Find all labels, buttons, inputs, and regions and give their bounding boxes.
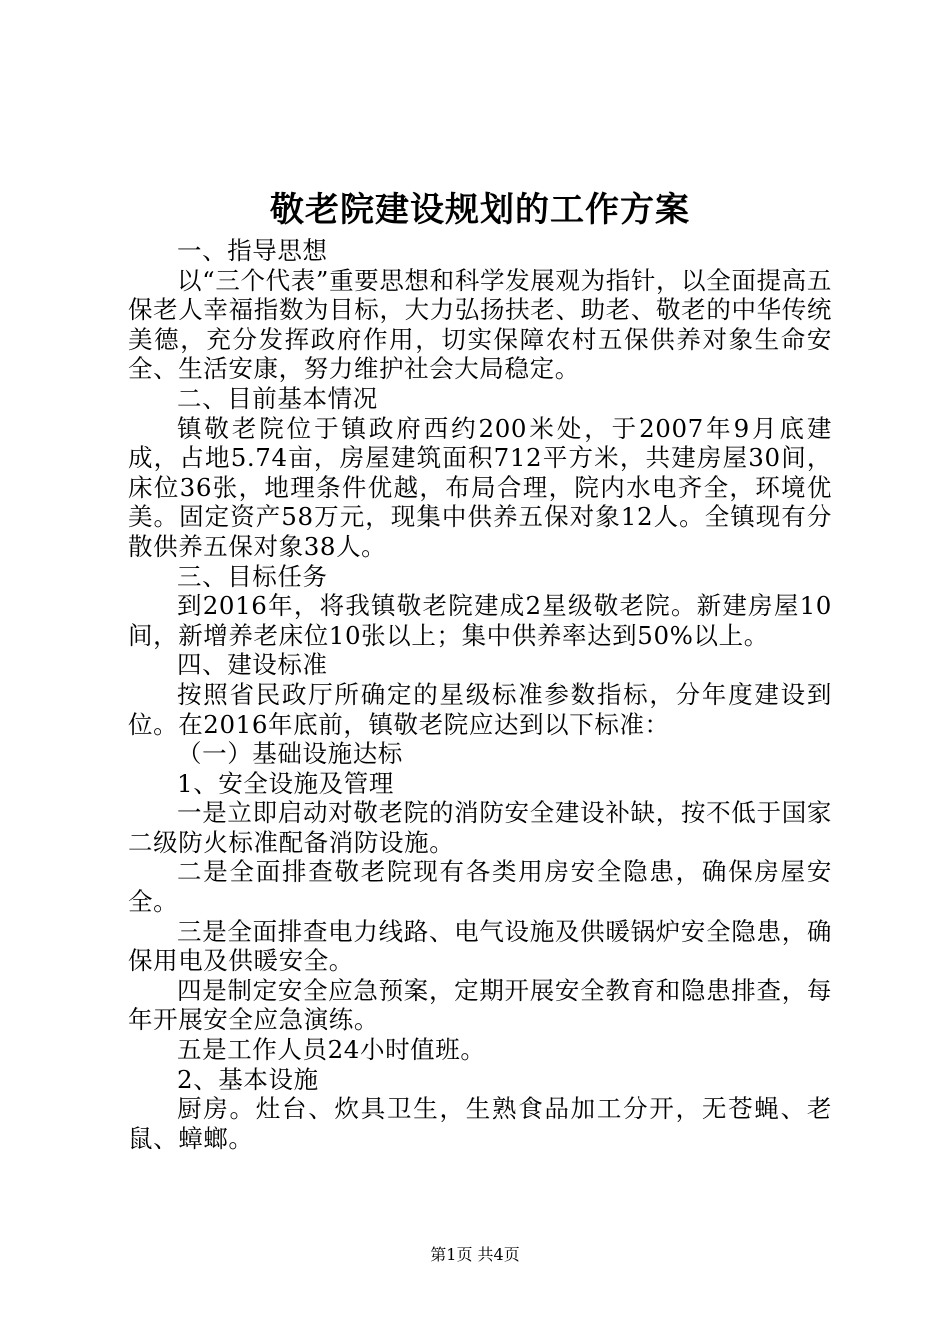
paragraph-standards: 按照省民政厅所确定的星级标准参数指标，分年度建设到位。在2016年底前，镇敬老院应达到以下标准： [128, 679, 832, 739]
paragraph-guiding-ideology: 以“三个代表”重要思想和科学发展观为指针，以全面提高五保老人幸福指数为目标，大力弘扬扶老、助老、敬老的中华传统美德，充分发挥政府作用，切实保障农村五保供养对象生命安全、生活安康，努力维护社会大局稳定。 [128, 265, 832, 384]
paragraph-safety-2: 二是全面排查敬老院现有各类用房安全隐患，确保房屋安全。 [128, 857, 832, 917]
heading-guiding-ideology: 一、指导思想 [177, 236, 328, 265]
document-page [128, 0, 832, 1344]
paragraph-current-situation: 镇敬老院位于镇政府西约200米处，于2007年9月底建成，占地5.74亩，房屋建筑面积712平方米，共建房屋30间，床位36张，地理条件优越，布局合理，院内水电齐全，环境优美。固定资产58万元，现集中供养五保对象12人。全镇现有分散供养五保对象38人。 [128, 413, 832, 561]
page-footer: 第1页 共4页 [430, 1245, 520, 1264]
subheading-basic-facilities: 2、基本设施 [177, 1064, 319, 1094]
paragraph-safety-3: 三是全面排查电力线路、电气设施及供暖锅炉安全隐患，确保用电及供暖安全。 [128, 916, 832, 976]
document-body [128, 236, 832, 1153]
paragraph-kitchen: 厨房。灶台、炊具卫生，生熟食品加工分开，无苍蝇、老鼠、蟑螂。 [128, 1094, 832, 1153]
subheading-infrastructure: （一）基础设施达标 [177, 739, 403, 769]
heading-standards: 四、建设标准 [177, 650, 328, 680]
subheading-safety: 1、安全设施及管理 [177, 768, 394, 798]
paragraph-safety-4: 四是制定安全应急预案，定期开展安全教育和隐患排查，每年开展安全应急演练。 [128, 975, 832, 1035]
paragraph-safety-1: 一是立即启动对敬老院的消防安全建设补缺，按不低于国家二级防火标准配备消防设施。 [128, 798, 832, 857]
document-title: 敬老院建设规划的工作方案 [270, 190, 690, 230]
heading-current-situation: 二、目前基本情况 [177, 383, 378, 413]
heading-goals: 三、目标任务 [177, 561, 328, 591]
paragraph-safety-5: 五是工作人员24小时值班。 [177, 1035, 486, 1065]
paragraph-goals: 到2016年，将我镇敬老院建成2星级敬老院。新建房屋10间，新增养老床位10张以上；集中供养率达到50%以上。 [128, 591, 832, 650]
